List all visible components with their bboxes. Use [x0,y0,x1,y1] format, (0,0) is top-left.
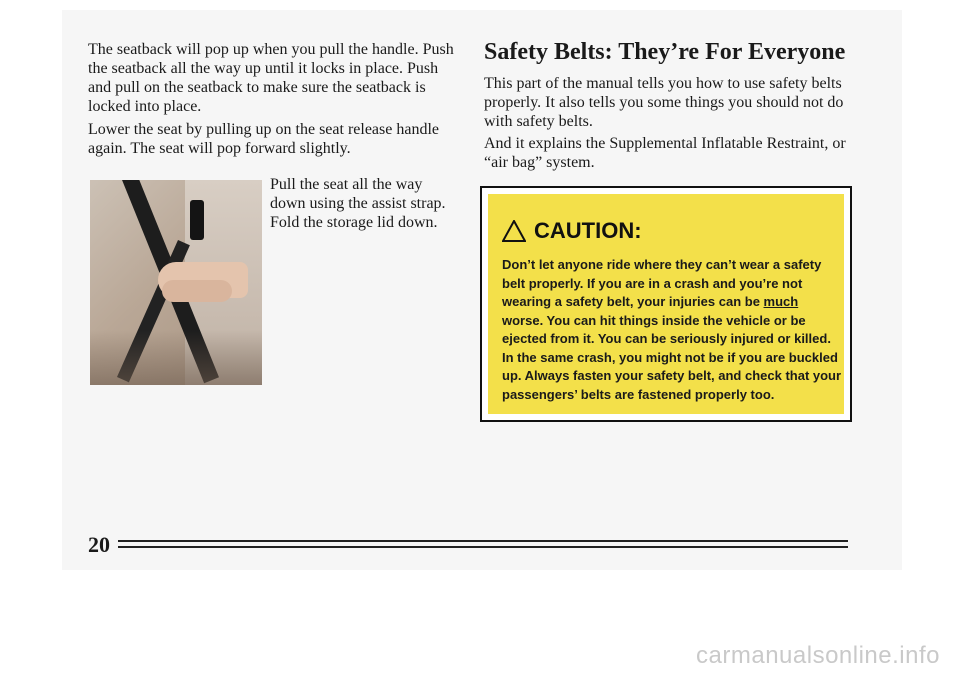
page-number: 20 [88,532,110,557]
airbag-paragraph: And it explains the Supplemental Inflatable Restraint, or “air bag” system. [484,135,846,171]
caution-text-start: Don’t let anyone ride where they can’t wear a safety belt properly. If you are in a crash and you’re not wearing a safety belt, your injuries can be [502,257,822,309]
watermark: carmanualsonline.info [696,642,940,669]
caution-background [488,194,844,414]
intro-paragraph: This part of the manual tells you how to use safety belts properly. It also tells you some things you should not do with safety belts. [484,75,844,130]
footer-rule-top [118,540,848,542]
caution-emphasis: much [763,294,799,309]
caution-text [502,256,842,404]
warning-triangle-icon [502,220,526,242]
seatback-paragraph: The seatback will pop up when you pull the handle. Push the seatback all the way up until it locks in place. Push and pull on the seatback to make sure the seatback is locked into place. [88,41,454,115]
caution-heading [502,218,642,244]
caution-text-end: worse. You can hit things inside the vehicle or be ejected from it. You can be seriously injured or killed. In the same crash, you might not be if you are buckled up. Always fasten your safety belt, and check that your passengers’ belts are fastened properly too. [502,312,842,402]
assist-strap-photo [90,180,262,385]
caution-heading-text: CAUTION: [534,218,642,243]
lower-seat-paragraph: Lower the seat by pulling up on the seat release handle again. The seat will pop forward slightly. [88,121,439,157]
footer-rule-bottom [118,546,848,548]
photo-caption: Pull the seat all the way down using the assist strap. Fold the storage lid down. [270,176,446,231]
section-title: Safety Belts: They’re For Everyone [484,39,846,65]
caution-box [480,186,852,422]
